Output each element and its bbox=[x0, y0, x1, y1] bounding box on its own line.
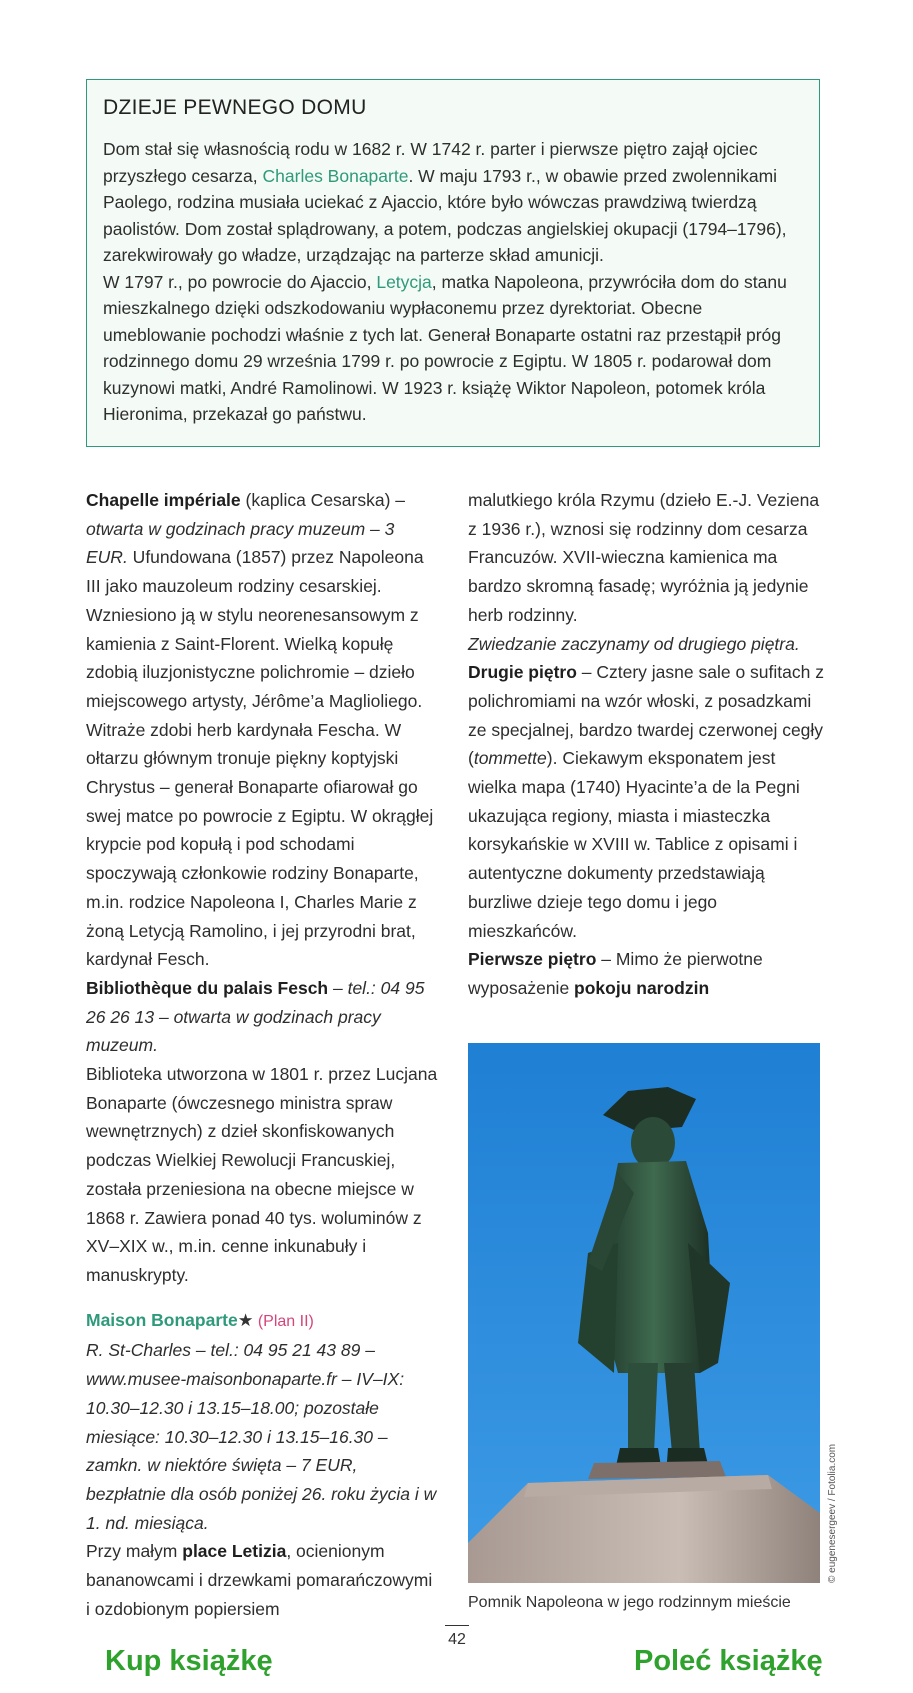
maison-place: place Letizia bbox=[182, 1541, 287, 1562]
link-charles-bonaparte[interactable]: Charles Bonaparte bbox=[262, 165, 409, 186]
first-floor-text: – Mimo że pierwotne wyposażenie bbox=[468, 949, 763, 998]
chapelle-title: Chapelle impériale bbox=[86, 490, 241, 510]
maison-title: Maison Bonaparte bbox=[86, 1309, 238, 1330]
buy-book-button[interactable]: Kup książkę bbox=[105, 1645, 273, 1677]
maison-text-1: Przy małym bbox=[86, 1541, 183, 1562]
recommend-book-button[interactable]: Poleć książkę bbox=[634, 1645, 823, 1677]
second-floor-entry bbox=[468, 658, 826, 945]
right-column bbox=[468, 486, 826, 1003]
box-text-2: . W maju 1793 r., w obawie przed zwolennikami Paolego, rodzina musiała uciekać z Ajaccio, które było wówczas prawdziwą twierdzą paolistów. Dom został splądrowany, a potem, podczas angielskiej okupacji (1794–1796), zarekwirowały go władze, urządzając na parterze skład amunicji. bbox=[103, 165, 787, 265]
first-floor-entry bbox=[468, 945, 826, 1002]
statue-illustration bbox=[468, 1043, 820, 1583]
link-letycja[interactable]: Letycja bbox=[376, 271, 432, 292]
first-floor-bold: pokoju narodzin bbox=[574, 977, 710, 998]
second-floor-italic: tommette bbox=[473, 748, 547, 769]
page-number: 42 bbox=[448, 1631, 466, 1648]
second-floor-text-2: ). Ciekawym eksponatem jest wielka mapa (1740) Hyacinte’a de la Pegni ukazująca regiony, miasta i miasteczka korsykańskie w XVIII w. Tablice z opisami i autentyczne dokumenty przedstawiają burzliwe dzieje tego domu i jego mieszkańców. bbox=[468, 748, 800, 941]
box-text-3: W 1797 r., po powrocie do Ajaccio, bbox=[103, 271, 377, 292]
history-sidebar-box bbox=[86, 79, 820, 447]
left-column bbox=[86, 486, 438, 1623]
photo-credit: © eugenesergeev / Fotolia.com bbox=[827, 1443, 838, 1583]
second-floor-title: Drugie piętro bbox=[468, 662, 577, 683]
continuation-text: malutkiego króla Rzymu (dzieło E.-J. Veziena z 1936 r.), wznosi się rodzinny dom cesarza Francuzów. XVII-wieczna kamienica ma bardzo skromną fasadę; wyróżnia ją jedynie herb rodzinny. bbox=[468, 490, 820, 625]
biblio-entry bbox=[86, 974, 438, 1060]
napoleon-statue-photo bbox=[468, 1043, 820, 1583]
star-icon: ★ bbox=[237, 1309, 254, 1330]
box-text-4: , matka Napoleona, przywróciła dom do stanu mieszkalnego dzięki odszkodowaniu wypłaconemu przez dyrektoriat. Obecne umeblowanie pochodzi właśnie z tych lat. Generał Bonaparte ostatni raz przestąpił próg rodzinnego domu 29 września 1799 r. po powrocie z Egiptu. W 1805 r. podarował dom kuzynowi matki, André Ramolinowi. W 1923 r. książę Wiktor Napoleon, potomek króla Hieronima, przekazał go państwu. bbox=[103, 271, 787, 424]
biblio-info: – tel.: 04 95 26 26 13 – otwarta w godzinach pracy muzeum. bbox=[86, 977, 425, 1056]
box-paragraph bbox=[103, 136, 803, 428]
biblio-text: Biblioteka utworzona w 1801 r. przez Lucjana Bonaparte (ówczesnego ministra spraw wewnętrznych) z dzieł skonfiskowanych podczas Wielkiej Rewolucji Francuskiej, została przeniesiona na obecne miejsce w 1868 r. Zawiera ponad 40 tys. woluminów z XV–XIX w., m.in. cenne inkunabuły i manuskrypty. bbox=[86, 1064, 438, 1285]
chapelle-text: Ufundowana (1857) przez Napoleona III jako mauzoleum rodziny cesarskiej. Wzniesiono ją w stylu neorenesansowym z kamienia z Saint-Florent. Wielką kopułę zdobią iluzjonistyczne polichromie – dzieło miejscowego artysty, Jérôme’a Maglioliego. Witraże zdobi herb kardynała Fescha. W ołtarzu głównym tronuje piękny koptyjski Chrystus – generał Bonaparte ofiarował go swej matce po powrocie z Egiptu. W okrągłej krypcie pod kopułą i pod schodami spoczywają członkowie rodziny Bonaparte, m.in. rodzice Napoleona I, Charles Marie z żoną Letycją Ramolino, i jej przyrodni brat, kardynał Fesch. bbox=[86, 547, 434, 970]
chapelle-info: otwarta w godzinach pracy muzeum – 3 EUR. bbox=[86, 518, 395, 568]
second-floor-text-1: – Cztery jasne sale o sufitach z polichromiami na wzór włoski, z posadzkami ze specjalnej, bardzo twardej czerwonej cegły ( bbox=[468, 662, 824, 769]
first-floor-title: Pierwsze piętro bbox=[468, 949, 597, 970]
maison-text-2: , ocienionym bananowcami i drzewkami pomarańczowymi i ozdobionym popiersiem bbox=[86, 1541, 433, 1619]
maison-text bbox=[86, 1537, 438, 1623]
page-number-rule bbox=[445, 1625, 469, 1626]
maison-heading bbox=[86, 1306, 438, 1337]
maison-plan-ref: (Plan II) bbox=[253, 1312, 314, 1330]
maison-info: R. St-Charles – tel.: 04 95 21 43 89 – www.musee-maisonbonaparte.fr – IV–IX: 10.30–12.30 i 13.15–18.00; pozostałe miesiące: 10.30–12.30 i 13.15–16.30 – zamkn. w niektóre święta – 7 EUR, bezpłatnie dla osób poniżej 26. roku życia i w 1. nd. miesiąca. bbox=[86, 1340, 437, 1533]
chapelle-entry bbox=[86, 486, 438, 974]
box-text-1: Dom stał się własnością rodu w 1682 r. W 1742 r. parter i pierwsze piętro zajął ojciec przyszłego cesarza, bbox=[103, 139, 758, 186]
continuation-italic: Zwiedzanie zaczynamy od drugiego piętra. bbox=[468, 633, 800, 654]
photo-caption: Pomnik Napoleona w jego rodzinnym mieście bbox=[468, 1594, 791, 1611]
box-title: DZIEJE PEWNEGO DOMU bbox=[103, 96, 367, 119]
biblio-title: Bibliothèque du palais Fesch bbox=[86, 977, 329, 998]
chapelle-subtitle: (kaplica Cesarska) – bbox=[240, 490, 406, 510]
